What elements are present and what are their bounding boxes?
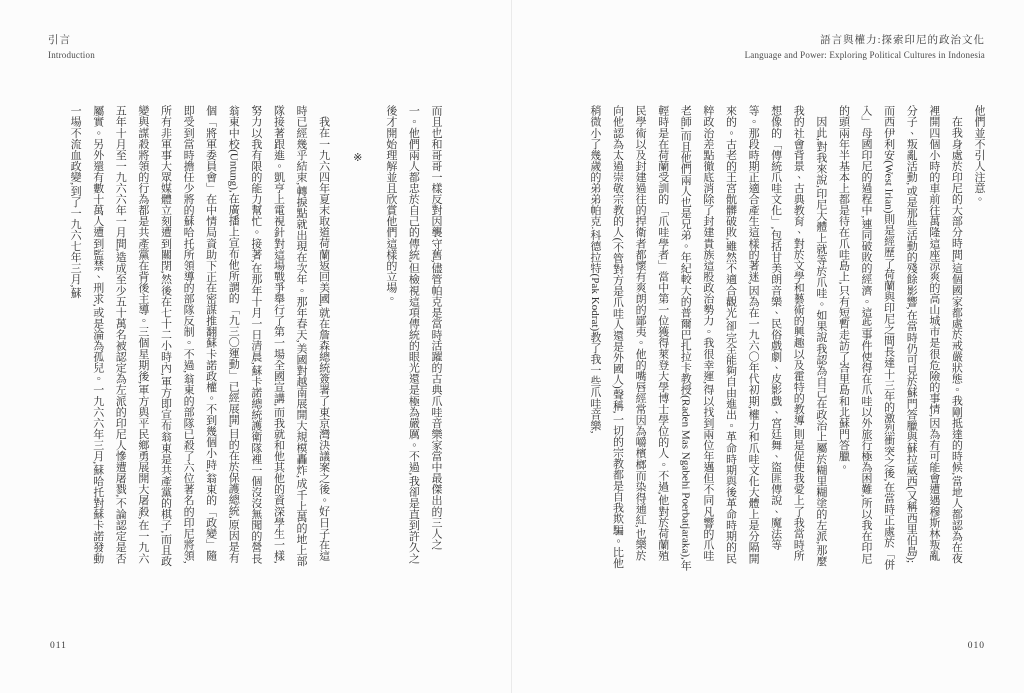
- paragraph: 在我身處於印尼的大部分時間,這個國家都處於戒嚴狀態。我剛抵達的時候,當地人都認為在夜裡開四個小時的車前往萬隆這座涼爽的高山城市是很危險的事情,因為有可能會遭遇穆斯林叛亂分子、叛亂活動,或是那些活動的殘餘影響,在當時仍可見於蘇門答臘與蘇拉威西(又稱西里伯島);而西伊利安(West Irian)則是經歷了荷蘭與印尼之間長達十三年的激烈衝突之後,在當時正處於「併入」母國印尼的過程中,連同破敗的經濟。這些事件使得在爪哇以外旅行極為困難,所以我在印尼的頭兩年半基本上都是待在爪哇島上,只有短暫走訪了峇里島和北蘇門答臘。: [837, 105, 963, 570]
- book-title-zh: 語言與權力:探索印尼的政治文化: [820, 35, 985, 46]
- right-page-text-block: [582, 105, 990, 571]
- section-separator: ※: [351, 151, 364, 165]
- paragraph: 我在一九六四年夏末取道荷蘭返回美國,就在詹森總統簽署了東京灣決議案之後。好日子在這時已經幾乎結束,轉捩點就出現在次年。那年春天,美國對越南展開大規模轟炸,成千上萬的地上部隊接著跟進。凱亨上電視針對這場戰爭舉行了第一場全國宣講,而我就和他其他的資深學生一樣,努力以我有限的能力幫忙。接著,在那年十月一日清晨,蘇卡諾總統護衛隊裡一個沒沒無聞的營長翁東中校(Untung),在廣播上宣布他所謂的「九三〇運動」已經展開,目的在於保護總統,原因是有個「將軍委員會」在中情局資助下正在密謀推翻蘇卡諾政權。不到幾個小時,翁東的「政變」隨即受到當時擔任少將的蘇哈托所領導的部隊反制。不過,翁東的部隊已殺了六位著名的印尼將領,所有非軍事大眾媒體立刻遭到關閉,然後在七十二小時內,軍方即宣布翁東是共產黨的棋子,而且政變與謀殺將領的行為都是共產黨在背後主導。三個星期後,軍方與平民鄉勇展開大屠殺,在一九六五年十月至一九六六年一月間,造成至少五十萬名被認定為左派的印尼人慘遭屠戮,不論認定是否屬實。另外還有數十萬人遭到監禁、刑求,或是淪為孤兒。一九六六年三月,蘇哈托對蘇卡諾發動一場不流血政變,到了一九六七年三月,蘇: [69, 105, 330, 567]
- left-page-number: 011: [50, 641, 67, 651]
- right-running-header: [745, 34, 985, 61]
- paragraph: 因此,對我來說,印尼大體上就等於爪哇。如果說我認為自己在政治上屬於糊里糊塗的左派,那麼我的社會背景、古典教育、對於文學和藝術的興趣以及霍特的教導,則是促使我愛上了我當時所想像的「傳統爪哇文化」,包括甘美朗音樂、民俗戲劇、皮影戲、宮廷舞、盜匪傳說、魔法等等。那段時期正適合產生這樣的著迷,因為在一九六〇年代初期,權力和爪哇文化大體上是分隔開來的。古老的王宮骯髒破敗,雖然不適合觀光,卻完全能夠自由進出。革命時期與後革命時期的民粹政治差點徹底消除了封建貴族這股政治勢力。我很幸運,得以找到兩位年邁但不同凡響的爪哇老師,而且他們兩人也是兄弟。年紀較大的普爾巴扎拉卡教授(Raden Mas Ngabehi Poerbatjaraka),年輕時是在荷蘭受訓的「爪哇學者」當中第一位獲得萊登大學博士學位的人。不過,他對於荷蘭殖民學術以及封建過往的捍衛者都懷有爽朗的鄙夷。他的嘴唇經常因為嚼檳榔而染得通紅,也樂於向他認為太過崇敬宗教的人(不管對方是爪哇人還是外國人)聲稱,一切的宗教都是自我欺騙。比他稍微小了幾歲的弟弟帕克.科德拉特(Pak Kodrat)教了我一些爪哇音樂,: [588, 105, 827, 571]
- paragraph: 他們並不引人注意。: [973, 105, 985, 205]
- page-right: [512, 0, 1024, 693]
- left-page-text-block: [42, 105, 447, 571]
- chapter-title-en: Introduction: [48, 50, 95, 61]
- book-title-en: Language and Power: Exploring Political Cultures in Indonesia: [744, 50, 985, 61]
- paragraph: 而且也和哥哥一樣反對因襲守舊,儘管帕克是當時活躍的古典爪哇音樂家當中最傑出的三人之一。他們兩人都忠於自己的傳統,但檢視這項傳統的眼光還是極為嚴厲。不過,我卻是直到許久之後才開始理解並且欣賞他們這樣的立場。: [384, 105, 442, 564]
- left-running-header: [48, 34, 95, 61]
- chapter-title-zh: 引言: [48, 35, 71, 46]
- right-page-number: 010: [967, 641, 985, 651]
